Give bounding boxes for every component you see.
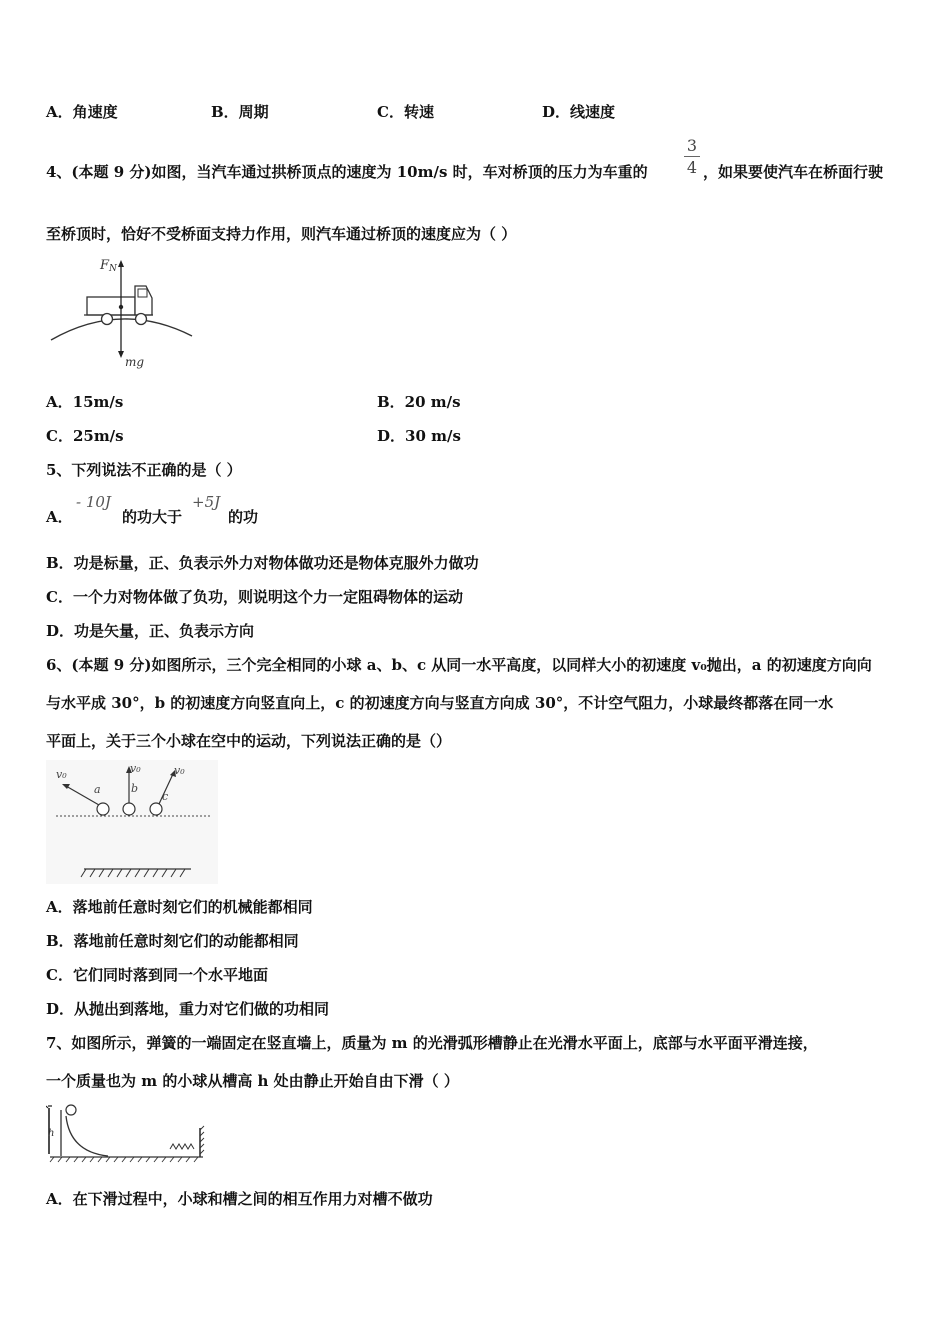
q4-bridge-figure (46, 252, 206, 374)
q5-option-a-suffix: 的功 (228, 508, 259, 526)
q5-option-a-math2: +5J (192, 493, 221, 511)
q6-projectile-figure (46, 760, 218, 884)
q6-fig-v0-c: v₀ (174, 764, 185, 777)
q6-fig-v0-a: v₀ (56, 768, 67, 781)
q4-fig-label-mg: mg (125, 355, 145, 369)
q4-stem-part1: 4、(本题 9 分)如图，当汽车通过拱桥顶点的速度为 10m/s 时，车对桥顶的压力为车重的 (46, 163, 648, 181)
q3-option-c: C．转速 (377, 103, 434, 121)
q6-fig-label-a: a (94, 783, 101, 796)
q4-option-a: A．15m/s (46, 393, 124, 411)
q5-option-c: C．一个力对物体做了负功，则说明这个力一定阻碍物体的运动 (46, 588, 463, 606)
q7-fig-label-h: h (48, 1128, 55, 1139)
q6-fig-label-c: c (162, 790, 169, 803)
q5-option-b: B．功是标量，正、负表示外力对物体做功还是物体克服外力做功 (46, 554, 479, 572)
q3-option-d: D．线速度 (542, 103, 616, 121)
q6-option-d: D．从抛出到落地，重力对它们做的功相同 (46, 1000, 330, 1018)
q4-option-d: D．30 m/s (377, 427, 461, 445)
q5-option-a-math1: - 10J (76, 493, 111, 511)
q3-option-b: B．周期 (211, 103, 269, 121)
q6-fig-v0-b: v₀ (130, 762, 141, 775)
q4-option-b: B．20 m/s (377, 393, 461, 411)
q6-stem-line1: 6、(本题 9 分)如图所示，三个完全相同的小球 a、b、c 从同一水平高度，以同样大小的初速度 v₀抛出，a 的初速度方向向 (46, 656, 872, 674)
q4-fraction-numerator: 3 (686, 136, 698, 155)
q4-fraction (684, 136, 700, 177)
q6-option-b: B．落地前任意时刻它们的动能都相同 (46, 932, 299, 950)
q5-option-a-prefix: A． (46, 508, 73, 526)
q7-stem-line1: 7、如图所示，弹簧的一端固定在竖直墙上，质量为 m 的光滑弧形槽静止在光滑水平面上，底部与水平面平滑连接， (46, 1034, 818, 1052)
q6-stem-line3: 平面上，关于三个小球在空中的运动，下列说法正确的是（） (46, 732, 452, 750)
q7-stem-line2: 一个质量也为 m 的小球从槽高 h 处由静止开始自由下滑（ ） (46, 1072, 459, 1090)
q4-stem-line2: 至桥顶时，恰好不受桥面支持力作用，则汽车通过桥顶的速度应为（ ） (46, 225, 517, 243)
q5-option-a-mid: 的功大于 (122, 508, 183, 526)
q6-fig-label-b: b (131, 782, 139, 795)
q4-fraction-bar (684, 156, 700, 157)
q4-stem-part2: ，如果要使汽车在桥面行驶 (703, 163, 884, 181)
q5-stem: 5、下列说法不正确的是（ ） (46, 461, 242, 479)
q4-fraction-denominator: 4 (686, 158, 698, 177)
q5-option-d: D．功是矢量，正、负表示方向 (46, 622, 255, 640)
q6-option-a: A．落地前任意时刻它们的机械能都相同 (46, 898, 313, 916)
q6-stem-line2: 与水平成 30°，b 的初速度方向竖直向上，c 的初速度方向与竖直方向成 30°，不计空气阻力，小球最终都落在同一水 (46, 694, 834, 712)
q3-option-a: A．角速度 (46, 103, 118, 121)
q7-slide-spring-figure (46, 1102, 210, 1164)
q7-option-a: A．在下滑过程中，小球和槽之间的相互作用力对槽不做功 (46, 1190, 433, 1208)
q6-option-c: C．它们同时落到同一个水平地面 (46, 966, 268, 984)
q4-fig-label-fn: FN (100, 258, 117, 274)
q4-option-c: C．25m/s (46, 427, 124, 445)
